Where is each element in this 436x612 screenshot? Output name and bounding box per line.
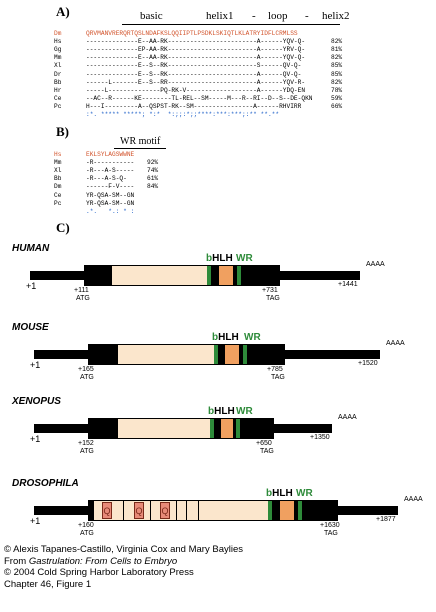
identity-percent: 82% [331, 78, 343, 86]
bhlh-b: b [212, 332, 219, 343]
credit-line-4: Chapter 46, Figure 1 [4, 578, 92, 590]
panel-c-label: C) [56, 220, 70, 235]
domain-loop: loop [268, 10, 288, 22]
species-name: Dm [54, 183, 62, 191]
gene-name: HUMAN [12, 243, 50, 254]
tag-label: TAG [324, 530, 338, 537]
identity-percent: 74% [147, 167, 159, 175]
credit-book-title: Gastrulation: From Cells to Embryo [28, 555, 178, 567]
bhlh-black [272, 501, 280, 520]
identity-percent: 92% [147, 159, 159, 167]
species-name: Hs [54, 151, 62, 158]
credit-line-3: © 2004 Cold Spring Harbor Laboratory Press [4, 567, 194, 578]
atg-pos: +152 [78, 440, 94, 447]
tag-label: TAG [260, 448, 274, 455]
wr-motif-title: WR motif [120, 136, 161, 147]
bhlh-black [218, 345, 225, 364]
species-name: Pc [54, 102, 62, 110]
bhlh-orange [280, 501, 294, 520]
segment-divider [176, 501, 177, 520]
species-name: Xl [54, 62, 62, 70]
sequence: -R----------- [86, 159, 135, 167]
consensus: .*. *.: * : [86, 207, 135, 215]
bhlh-b: b [208, 406, 215, 417]
wr-label: WR [296, 488, 313, 499]
sequence: --------------E--S--RK------------------------S------QV-Q- [86, 62, 302, 70]
start-pos: +1 [30, 516, 41, 526]
identity-percent: 78% [331, 86, 343, 94]
segment-divider [123, 501, 124, 520]
species-name: Pc [54, 199, 62, 207]
species-name: Bb [54, 175, 62, 183]
sequence: -R---A-S----- [86, 167, 135, 175]
identity-percent: 61% [147, 175, 159, 183]
wr-green [243, 345, 247, 364]
coding-region [94, 501, 269, 520]
end-pos: +1877 [376, 516, 396, 523]
domain-basic: basic [140, 10, 163, 22]
sequence: QRVMANVRERQRTQSLNDAFKSLQQIIPTLPSDKLSKIQTLKLATRYIDFLCRMLSS [86, 30, 298, 37]
domain-helix1: helix1 [206, 10, 234, 22]
species-name: Hs [54, 38, 62, 46]
coding-region [118, 419, 211, 438]
bhlh-hlh: HLH [272, 488, 293, 499]
atg-label: ATG [80, 530, 94, 537]
end-pos: +1441 [338, 281, 358, 288]
polya-tail: AAAA [386, 340, 405, 347]
tag-label: TAG [266, 295, 280, 302]
tag-pos: +650 [256, 440, 272, 447]
atg-label: ATG [76, 295, 90, 302]
sequence: --------------E--S--RK------------------------A------QV-Q- [86, 70, 302, 78]
end-pos: +1520 [358, 360, 378, 367]
domain-dash-1: - [252, 10, 256, 22]
credit-line-1: © Alexis Tapanes-Castillo, Virginia Cox and Mary Baylies [4, 544, 243, 555]
identity-percent: 85% [331, 70, 343, 78]
start-pos: +1 [30, 434, 41, 444]
identity-percent: 81% [331, 46, 343, 54]
credits [4, 544, 434, 590]
wr-label: WR [236, 253, 253, 264]
species-name: Hr [54, 86, 62, 94]
wr-label: WR [236, 406, 253, 417]
species-name: Mm [54, 54, 62, 62]
bhlh-label [208, 406, 235, 417]
bhlh-hlh: HLH [218, 332, 239, 343]
panel-b-label: B) [56, 124, 69, 139]
tag-pos: +731 [262, 287, 278, 294]
start-pos: +1 [30, 360, 41, 370]
panel-a-label: A) [56, 4, 70, 19]
sequence: --AC--R------KE--------TL-REL--SM-----M---R--RI--D--S--DE-QKN [86, 94, 313, 102]
atg-pos: +111 [74, 287, 89, 294]
credit-from: From [4, 555, 29, 567]
atg-pos: +160 [78, 522, 94, 529]
start-pos: +1 [26, 281, 37, 291]
sequence: YR-QSA-SM--GN [86, 199, 135, 207]
sequence: --------------E--AA-RK------------------------A------YQV-Q- [86, 54, 306, 62]
sequence: ------L-------E--S--RR------------------------A------YQV-R- [86, 78, 306, 86]
sequence: H---I---------A--QSPST-RK--SM----------------A------RHVIRR [86, 102, 302, 110]
bhlh-orange [219, 266, 233, 285]
domain-helix2: helix2 [322, 10, 350, 22]
credit-line-2 [4, 556, 434, 568]
sequence: EKLSYLAGSWWNE [86, 151, 135, 158]
consensus: :*. ***** *****; *:* *:;;:*;;****:***:***;:** **.** [86, 111, 280, 118]
wr-green [236, 419, 240, 438]
bhlh-orange [221, 419, 233, 438]
bhlh-black [214, 419, 221, 438]
identity-percent: 82% [331, 54, 343, 62]
gene-name: XENOPUS [12, 396, 61, 407]
coding-region [112, 266, 208, 285]
species-name: Gg [54, 46, 62, 54]
bhlh-label [266, 488, 293, 499]
segment-divider [186, 501, 187, 520]
bhlh-b: b [266, 488, 273, 499]
identity-percent: 82% [331, 38, 343, 46]
species-name: Dm [54, 30, 62, 37]
species-name: Ce [54, 94, 62, 102]
species-name: Ce [54, 191, 62, 199]
species-name: Xl [54, 167, 62, 175]
polya-tail: AAAA [338, 414, 357, 421]
segment-divider [198, 501, 199, 520]
identity-percent: 59% [331, 94, 343, 102]
wr-green [237, 266, 241, 285]
sequence: -R---A-S-Q- [86, 175, 127, 183]
atg-label: ATG [80, 374, 94, 381]
q-domain-box: Q [102, 502, 112, 519]
end-pos: +1350 [310, 434, 330, 441]
sequence: -----L--------------PQ-RK-V-------------------A------YDQ-EN [86, 86, 306, 94]
gene-name: MOUSE [12, 322, 49, 333]
domain-dash-2: - [305, 10, 309, 22]
species-name: Mm [54, 159, 62, 167]
gene-name: DROSOPHILA [12, 478, 79, 489]
tag-pos: +1630 [320, 522, 340, 529]
bhlh-label [206, 253, 233, 264]
q-domain-box: Q [134, 502, 144, 519]
sequence: YR-QSA-SM--GN [86, 191, 135, 199]
wr-green [298, 501, 302, 520]
bhlh-hlh: HLH [212, 253, 233, 264]
identity-percent: 84% [147, 183, 159, 191]
sequence: ------F-V---- [86, 183, 135, 191]
q-domain-box: Q [160, 502, 170, 519]
bhlh-black [211, 266, 219, 285]
tag-label: TAG [271, 374, 285, 381]
species-name: Dr [54, 70, 62, 78]
bhlh-orange [225, 345, 239, 364]
atg-pos: +165 [78, 366, 94, 373]
polya-tail: AAAA [404, 496, 423, 503]
species-name: Bb [54, 78, 62, 86]
identity-percent: 85% [331, 62, 343, 70]
identity-percent: 66% [331, 102, 343, 110]
bhlh-b: b [206, 253, 213, 264]
sequence: --------------EP-AA-RK------------------------A------YRV-Q- [86, 46, 306, 54]
atg-label: ATG [80, 448, 94, 455]
polya-tail: AAAA [366, 261, 385, 268]
sequence: --------------E--AA-RK------------------------A------YQV-Q- [86, 38, 306, 46]
tag-pos: +785 [267, 366, 283, 373]
wr-label: WR [244, 332, 261, 343]
segment-divider [150, 501, 151, 520]
bhlh-hlh: HLH [214, 406, 235, 417]
coding-region [118, 345, 215, 364]
bhlh-label [212, 332, 239, 343]
